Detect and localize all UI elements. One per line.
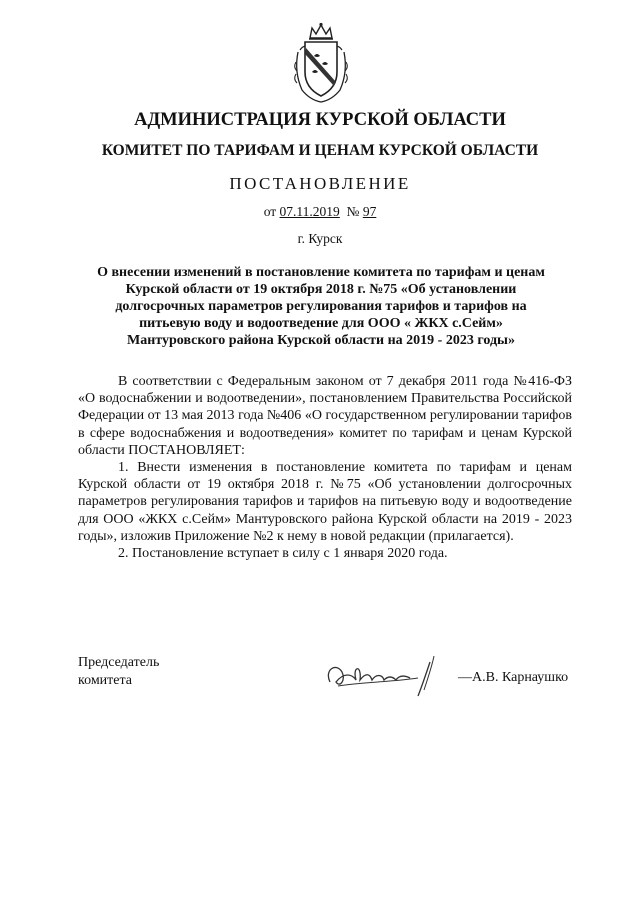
- date-line: [0, 204, 640, 220]
- committee-title: КОМИТЕТ ПО ТАРИФАМ И ЦЕНАМ КУРСКОЙ ОБЛАСТИ: [101, 142, 539, 159]
- handwritten-signature: [322, 652, 462, 698]
- position-line-1: Председатель: [78, 655, 160, 670]
- clause-2: 2. Постановление вступает в силу с 1 января 2020 года.: [118, 546, 448, 562]
- subject-line: Мантуровского района Курской области на 2019 - 2023 годы»: [127, 333, 515, 348]
- document-type: ПОСТАНОВЛЕНИЕ: [229, 174, 411, 193]
- document-body: [78, 373, 572, 562]
- clause-1: 1. Внести изменения в постановление комитета по тарифам и ценам Курской области от 19 октября 2018 г. №75 «Об установлении долгосрочных параметров регулирования тарифов и тарифов на питьевую воду и водоотведение для ООО «ЖКХ с.Сейм» Мантуровского района Курской области на 2019 - 2023 годы», изложив Приложение №2 к нему в новой редакции (прилагается).: [78, 460, 572, 544]
- document-subject: [70, 264, 572, 349]
- subject-line: долгосрочных параметров регулирования тарифов и тарифов на: [115, 299, 527, 314]
- city: г. Курск: [297, 231, 343, 246]
- position-line-2: комитета: [78, 673, 133, 688]
- organization-title: АДМИНИСТРАЦИЯ КУРСКОЙ ОБЛАСТИ: [134, 110, 506, 130]
- signatory-name: —А.В. Карнаушко: [458, 670, 569, 685]
- subject-line: Курской области от 19 октября 2018 г. №75 «Об установлении: [125, 282, 517, 297]
- signatory-position: [78, 654, 159, 690]
- number-prefix: №: [346, 204, 360, 219]
- subject-line: питьевую воду и водоотведение для ООО « ЖКХ с.Сейм»: [139, 316, 503, 331]
- document-number: 97: [362, 204, 377, 219]
- subject-line: О внесении изменений в постановление комитета по тарифам и ценам: [97, 265, 545, 280]
- document-date: 07.11.2019: [279, 204, 340, 219]
- preamble-paragraph: В соответствии с Федеральным законом от 7 декабря 2011 года №416-ФЗ «О водоснабжении и водоотведении», постановлением Правительства Российской Федерации от 13 мая 2013 года №406 «О государственном регулировании тарифов в сфере водоснабжения и водоотведения» комитет по тарифам и ценам Курской области ПОСТАНОВЛЯЕТ:: [78, 374, 572, 458]
- coat-of-arms-icon: [290, 22, 352, 104]
- date-prefix: от: [263, 204, 277, 219]
